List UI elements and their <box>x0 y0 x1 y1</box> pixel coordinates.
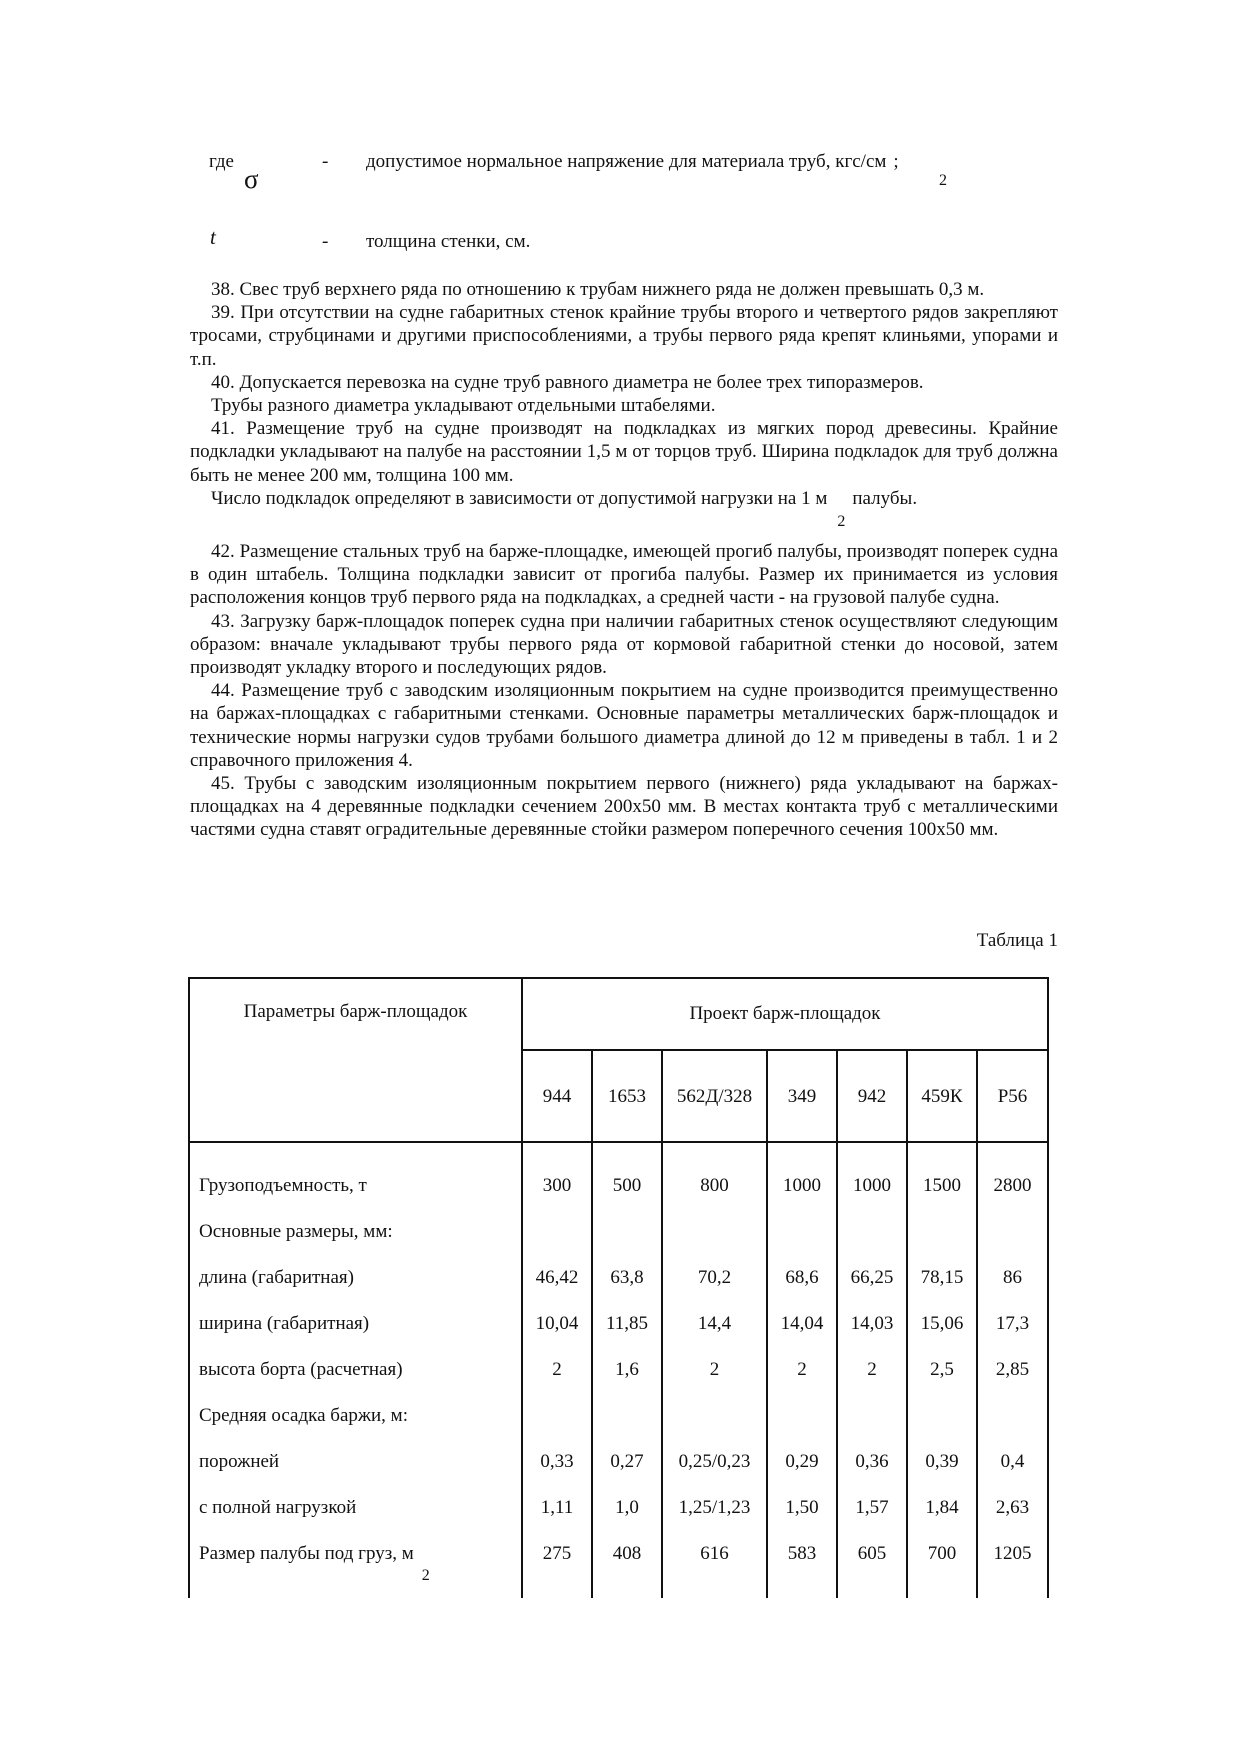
value-cell: 0,4 <box>977 1439 1048 1485</box>
project-number-cell: 459К <box>907 1050 977 1142</box>
value-cell: 1000 <box>837 1142 907 1209</box>
row-label-cell: высота борта (расчетная) <box>189 1347 522 1393</box>
paragraph-44: 44. Размещение труб с заводским изоляционным покрытием на судне производится преимущественно на баржах-площадках с габаритными стенками. Основные параметры металлических барж-площадок и технические нормы нагрузки судов трубами большого диаметра длиной до 12 м приведены в табл. 1 и 2 справочного приложения 4. <box>190 680 1058 771</box>
value-cell <box>977 1209 1048 1255</box>
table-row <box>189 1301 1048 1347</box>
project-number-cell: 942 <box>837 1050 907 1142</box>
legend-exponent: 2 <box>939 172 947 189</box>
value-cell: 1,57 <box>837 1485 907 1531</box>
value-cell: 800 <box>662 1142 767 1209</box>
paragraph-45: 45. Трубы с заводским изоляционным покрытием первого (нижнего) ряда укладывают на баржах-площадках на 4 деревянные подкладки сечением 200х50 мм. В местах контакта труб с металлическими частями судна ставят оградительные деревянные стойки размером поперечного сечения 100х50 мм. <box>190 773 1058 841</box>
value-cell: 15,06 <box>907 1301 977 1347</box>
project-number-cell: 1653 <box>592 1050 662 1142</box>
value-cell: 1,6 <box>592 1347 662 1393</box>
value-cell: 500 <box>592 1142 662 1209</box>
legend-dash: - <box>322 151 329 172</box>
row-label-cell: Основные размеры, мм: <box>189 1209 522 1255</box>
value-cell: 10,04 <box>522 1301 592 1347</box>
value-cell: 17,3 <box>977 1301 1048 1347</box>
paragraph-42: 42. Размещение стальных труб на барже-площадке, имеющей прогиб палубы, производят поперек судна в один штабель. Толщина подкладки зависит от прогиба палубы. Размер их принимается из условия расположения концов труб первого ряда на подкладках, а средней части - на грузовой палубе судна. <box>190 541 1058 609</box>
paragraph-40: 40. Допускается перевозка на судне труб равного диаметра не более трех типоразмеров. <box>211 371 924 393</box>
value-cell <box>767 1209 837 1255</box>
paragraph-41: 41. Размещение труб на судне производят на подкладках из мягких пород древесины. Крайние подкладки укладывают на палубе на расстоянии 1,5 м от торцов труб. Ширина подкладок для труб должна быть не менее 200 мм, толщина 100 мм. <box>190 418 1058 486</box>
value-cell <box>522 1393 592 1439</box>
value-cell: 1205 <box>977 1531 1048 1598</box>
value-cell: 0,27 <box>592 1439 662 1485</box>
paragraph-43: 43. Загрузку барж-площадок поперек судна при наличии габаритных стенок осуществляют следующим образом: вначале укладывают трубы первого ряда от кормовой габаритной стенки до носовой, затем производят укладку второго и последующих рядов. <box>190 610 1058 679</box>
value-cell: 0,29 <box>767 1439 837 1485</box>
value-cell <box>592 1393 662 1439</box>
value-cell <box>662 1209 767 1255</box>
project-number-cell: 562Д/328 <box>662 1050 767 1142</box>
value-cell: 1,50 <box>767 1485 837 1531</box>
legend-row-sigma <box>0 151 1240 194</box>
row-label-cell: Размер палубы под груз, м 2 <box>189 1531 522 1598</box>
value-cell: 0,25/0,23 <box>662 1439 767 1485</box>
param-header-cell: Параметры барж-площадок <box>189 978 522 1142</box>
value-cell: 583 <box>767 1531 837 1598</box>
value-cell: 616 <box>662 1531 767 1598</box>
value-cell: 700 <box>907 1531 977 1598</box>
legend-where: где <box>209 151 234 172</box>
value-cell <box>977 1393 1048 1439</box>
paragraph-38: 38. Свес труб верхнего ряда по отношению к трубам нижнего ряда не должен превышать 0,3 м. <box>211 279 985 300</box>
row-label-cell: ширина (габаритная) <box>189 1301 522 1347</box>
table-row <box>189 1142 1048 1209</box>
paragraph-39: 39. При отсутствии на судне габаритных стенок крайние трубы второго и четвертого рядов закрепляют тросами, струбцинами и другими приспособлениями, а трубы первого ряда крепят клиньями, упорами и т.п. <box>190 302 1058 370</box>
value-cell: 2 <box>837 1347 907 1393</box>
value-cell: 2 <box>662 1347 767 1393</box>
project-number-cell: 349 <box>767 1050 837 1142</box>
value-cell: 1500 <box>907 1142 977 1209</box>
value-cell <box>662 1393 767 1439</box>
value-cell: 66,25 <box>837 1255 907 1301</box>
row-label-cell: порожней <box>189 1439 522 1485</box>
value-cell: 0,33 <box>522 1439 592 1485</box>
value-cell <box>767 1393 837 1439</box>
table-row <box>189 1439 1048 1485</box>
value-cell: 2,63 <box>977 1485 1048 1531</box>
barge-parameters-table <box>188 977 1049 1598</box>
value-cell: 14,03 <box>837 1301 907 1347</box>
table-body <box>189 1142 1048 1598</box>
value-cell: 2,5 <box>907 1347 977 1393</box>
legend-description: толщина стенки, см. <box>366 231 531 252</box>
legend-row-t <box>0 225 1240 269</box>
value-cell: 1,25/1,23 <box>662 1485 767 1531</box>
value-cell: 46,42 <box>522 1255 592 1301</box>
value-cell: 78,15 <box>907 1255 977 1301</box>
value-cell: 2800 <box>977 1142 1048 1209</box>
table-row <box>189 1209 1048 1255</box>
t-symbol: t <box>210 225 216 249</box>
value-cell: 300 <box>522 1142 592 1209</box>
table-row <box>189 1485 1048 1531</box>
legend-description: допустимое нормальное напряжение для материала труб, кгс/см ; <box>366 151 899 172</box>
table-header-row <box>189 978 1048 1050</box>
value-cell: 11,85 <box>592 1301 662 1347</box>
value-cell <box>592 1209 662 1255</box>
value-cell: 0,39 <box>907 1439 977 1485</box>
body-text <box>190 278 1058 842</box>
sigma-symbol: σ <box>244 164 259 194</box>
legend-dash: - <box>322 231 329 252</box>
value-cell: 2,85 <box>977 1347 1048 1393</box>
project-header-cell: Проект барж-площадок <box>522 978 1048 1050</box>
table-row <box>189 1531 1048 1598</box>
value-cell <box>907 1209 977 1255</box>
project-number-cell: 944 <box>522 1050 592 1142</box>
table-row <box>189 1347 1048 1393</box>
row-label-cell: длина (габаритная) <box>189 1255 522 1301</box>
value-cell: 2 <box>767 1347 837 1393</box>
value-cell: 86 <box>977 1255 1048 1301</box>
value-cell <box>907 1393 977 1439</box>
row-label-cell: Средняя осадка баржи, м: <box>189 1393 522 1439</box>
table-row <box>189 1255 1048 1301</box>
value-cell: 0,36 <box>837 1439 907 1485</box>
paragraph-41-note: Число подкладок определяют в зависимости от допустимой нагрузки на 1 м 2 палубы. <box>211 487 918 530</box>
value-cell: 1,0 <box>592 1485 662 1531</box>
value-cell: 14,4 <box>662 1301 767 1347</box>
value-cell: 2 <box>522 1347 592 1393</box>
row-label-cell: Грузоподъемность, т <box>189 1142 522 1209</box>
value-cell: 68,6 <box>767 1255 837 1301</box>
value-cell: 1000 <box>767 1142 837 1209</box>
value-cell: 275 <box>522 1531 592 1598</box>
value-cell <box>837 1209 907 1255</box>
value-cell <box>522 1209 592 1255</box>
value-cell: 14,04 <box>767 1301 837 1347</box>
value-cell: 408 <box>592 1531 662 1598</box>
project-number-cell: Р56 <box>977 1050 1048 1142</box>
value-cell: 63,8 <box>592 1255 662 1301</box>
row-label-cell: с полной нагрузкой <box>189 1485 522 1531</box>
value-cell <box>837 1393 907 1439</box>
paragraph-40-note: Трубы разного диаметра укладывают отдельными штабелями. <box>211 395 716 417</box>
value-cell: 1,84 <box>907 1485 977 1531</box>
table-caption: Таблица 1 <box>976 930 1058 951</box>
table-row <box>189 1393 1048 1439</box>
value-cell: 1,11 <box>522 1485 592 1531</box>
value-cell: 605 <box>837 1531 907 1598</box>
value-cell: 70,2 <box>662 1255 767 1301</box>
